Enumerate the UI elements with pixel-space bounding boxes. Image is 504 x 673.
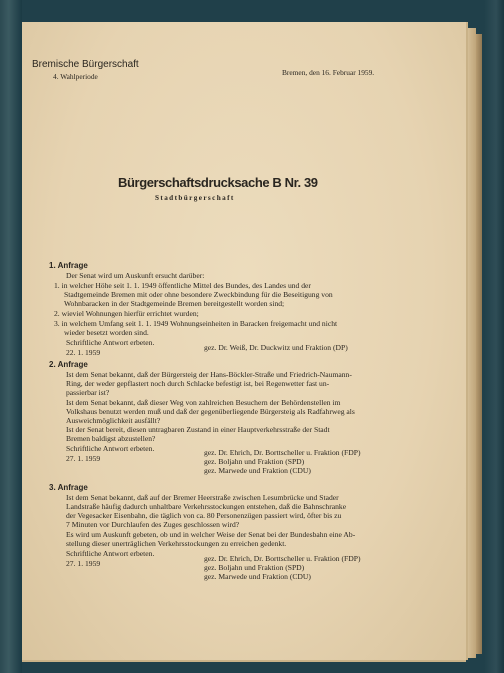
q3-heading: 3. Anfrage <box>49 483 88 492</box>
q3-date: 27. 1. 1959 <box>66 559 101 568</box>
page-stack-edge-outer <box>476 34 482 654</box>
q3-answer-request: Schriftliche Antwort erbeten. <box>66 549 155 558</box>
page-stack-edge <box>466 28 476 658</box>
q3-p1-line1: Ist dem Senat bekannt, daß auf der Bremer Heerstraße zwischen Lesumbrücke und Stader <box>66 493 339 502</box>
q2-p2-line1: Ist dem Senat bekannt, daß dieser Weg von zahlreichen Besuchern der Behördenstellen im <box>66 398 341 407</box>
q2-p3-line2: Bremen baldigst abzustellen? <box>66 434 156 443</box>
q2-date: 27. 1. 1959 <box>66 454 101 463</box>
election-period: 4. Wahlperiode <box>53 72 98 81</box>
q1-item1-line1: 1. in welcher Höhe seit 1. 1. 1949 öffentliche Mittel des Bundes, des Landes und der <box>54 281 311 290</box>
q2-heading: 2. Anfrage <box>49 360 88 369</box>
q3-signatories-cdu: gez. Marwede und Fraktion (CDU) <box>204 572 311 581</box>
q1-date: 22. 1. 1959 <box>66 348 101 357</box>
q2-signatories-fdp: gez. Dr. Ehrich, Dr. Borttscheller u. Fraktion (FDP) <box>204 448 361 457</box>
q1-item2: 2. wieviel Wohnungen hierfür errichtet wurden; <box>54 309 199 318</box>
org-name: Bremische Bürgerschaft <box>32 59 139 70</box>
document-subtitle: Stadtbürgerschaft <box>155 194 235 202</box>
q3-p2-line2: stellung dieser unerträglichen Verkehrsstockungen zu erreichen gedenkt. <box>66 539 287 548</box>
q3-p1-line3: der Vegesacker Eisenbahn, die täglich von ca. 80 Personenzügen passiert wird, öfter bis zu <box>66 511 342 520</box>
q3-p1-line2: Landstraße häufig dadurch unhaltbare Verkehrsstockungen entstehen, daß die Bahnschranke <box>66 502 347 511</box>
q3-signatories-fdp: gez. Dr. Ehrich, Dr. Borttscheller u. Fraktion (FDP) <box>204 554 361 563</box>
q3-signatories-spd: gez. Boljahn und Fraktion (SPD) <box>204 563 305 572</box>
q1-item1-line2: Stadtgemeinde Bremen mit oder ohne besondere Zweckbindung für die Beseitigung von <box>64 290 333 299</box>
q2-p1-line1: Ist dem Senat bekannt, daß der Bürgersteig der Hans-Böckler-Straße und Friedrich-Naumann- <box>66 370 352 379</box>
q1-item3-line1: 3. in welchem Umfang seit 1. 1. 1949 Wohnungseinheiten in Baracken freigemacht und nicht <box>54 319 338 328</box>
document-date: Bremen, den 16. Februar 1959. <box>282 68 375 77</box>
document-page <box>22 22 466 660</box>
q1-item3-line2: wieder besetzt worden sind. <box>64 328 149 337</box>
document-title: Bürgerschaftsdrucksache B Nr. 39 <box>118 175 318 190</box>
q2-signatories-cdu: gez. Marwede und Fraktion (CDU) <box>204 466 311 475</box>
q2-signatories-spd: gez. Boljahn und Fraktion (SPD) <box>204 457 305 466</box>
q1-signatories: gez. Dr. Weiß, Dr. Duckwitz und Fraktion (DP) <box>204 343 348 352</box>
q3-p1-line4: 7 Minuten vor Durchlaufen des Zuges geschlossen wird? <box>66 520 240 529</box>
binding-spine <box>0 0 22 673</box>
q2-p2-line2: Volkshaus benutzt werden muß und daß der gegenüberliegende Bürgersteig als Radfahrweg als <box>66 407 355 416</box>
q2-p3-line1: Ist der Senat bereit, diesen untragbaren Zustand in einer Hauptverkehrsstraße der Stadt <box>66 425 330 434</box>
q2-p1-line2: Ring, der weder gepflastert noch durch Schlacke befestigt ist, bei Regenwetter fast un- <box>66 379 330 388</box>
q1-item1-line3: Wohnbaracken in der Stadtgemeinde Bremen bereitgestellt worden sind; <box>64 299 285 308</box>
q2-answer-request: Schriftliche Antwort erbeten. <box>66 444 155 453</box>
q3-p2-line1: Es wird um Auskunft gebeten, ob und in welcher Weise der Senat bei der Bundesbahn eine Ab- <box>66 530 356 539</box>
q1-answer-request: Schriftliche Antwort erbeten. <box>66 338 155 347</box>
q2-p1-line3: passierbar ist? <box>66 388 110 397</box>
q2-p2-line3: Ausweichmöglichkeit ausfällt? <box>66 416 161 425</box>
q1-heading: 1. Anfrage <box>49 261 88 270</box>
q1-intro: Der Senat wird um Auskunft ersucht darüber: <box>66 271 205 280</box>
